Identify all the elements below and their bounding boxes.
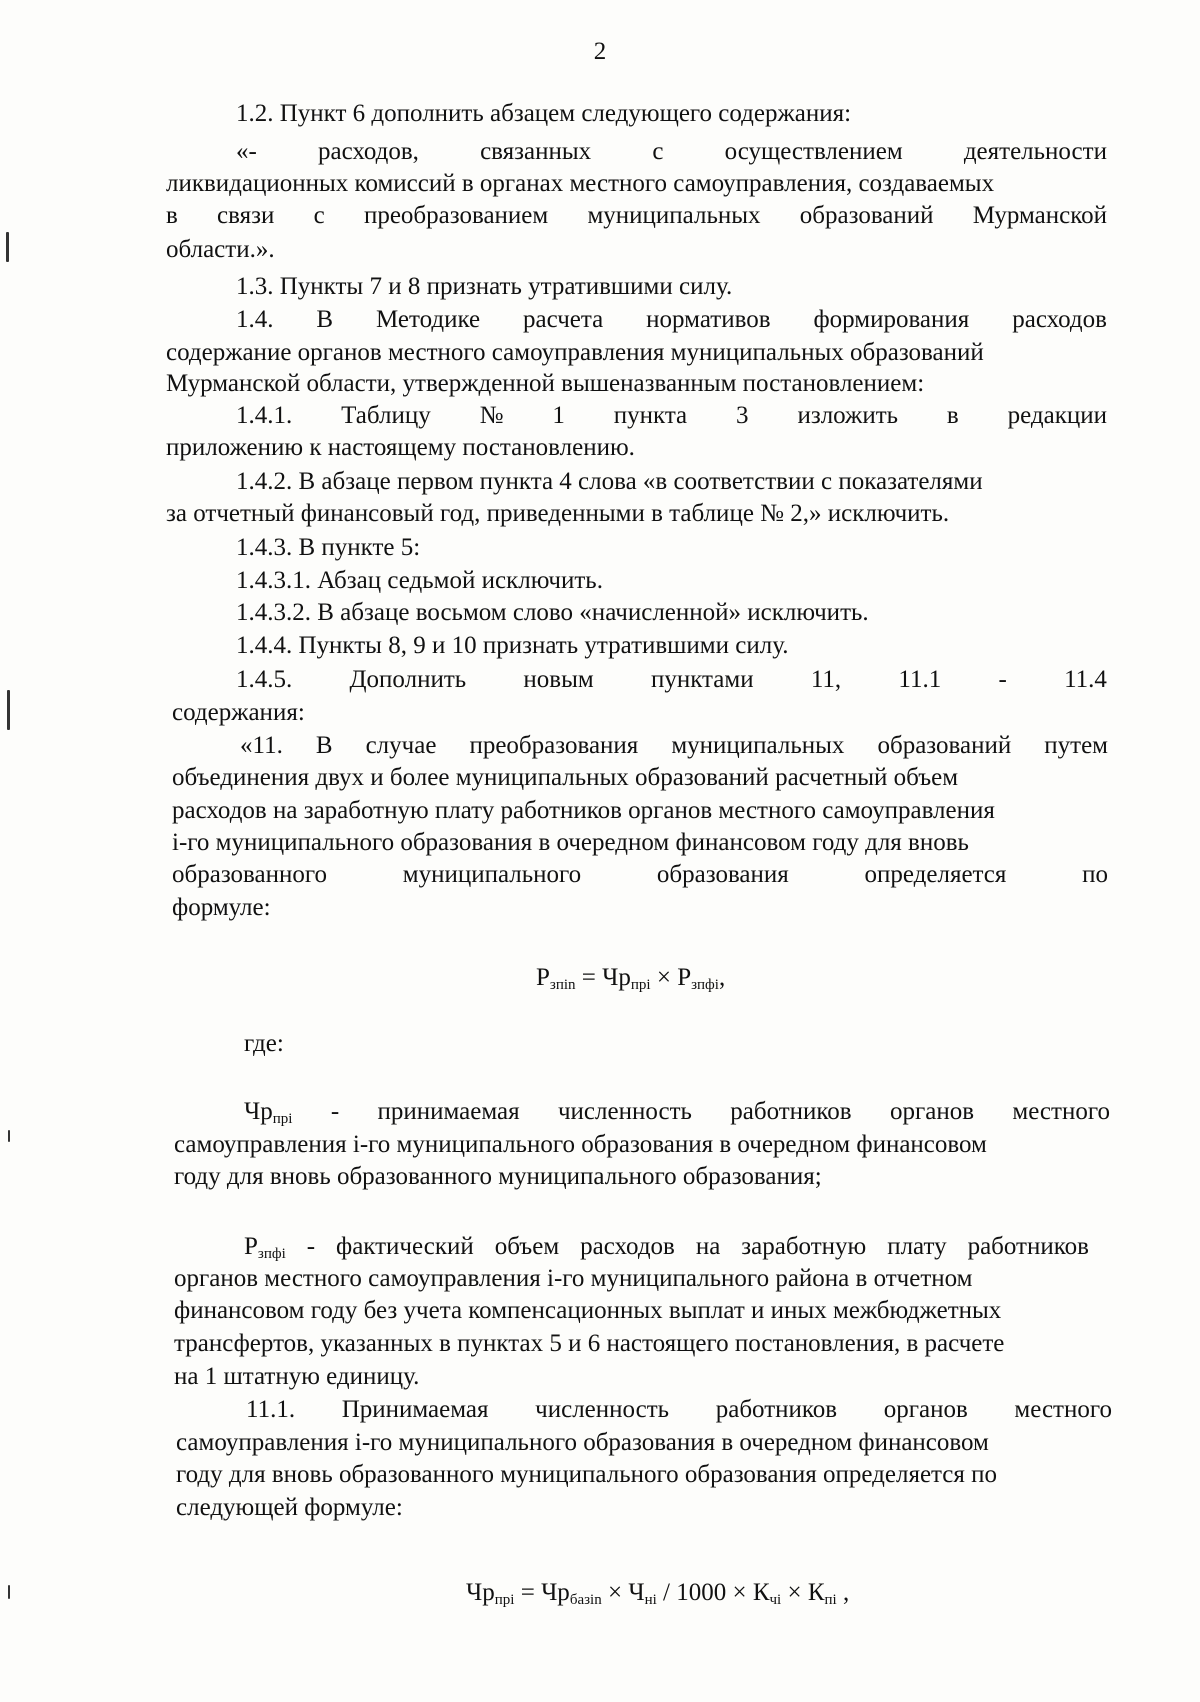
text-line: за отчетный финансовый год, приведенными в таблице № 2,» исключить. <box>166 500 950 527</box>
text-line: содержания: <box>172 699 305 726</box>
text-line: 1.4.3. В пункте 5: <box>236 534 421 561</box>
text-line: 1.4.4. Пункты 8, 9 и 10 признать утратившими силу. <box>236 632 789 659</box>
text-line: 1.2. Пункт 6 дополнить абзацем следующего содержания: <box>236 100 852 127</box>
text-line: самоуправления i-го муниципального образования в очередном финансовом <box>174 1131 987 1158</box>
scan-speck <box>8 1130 10 1142</box>
justified-line: в связи с преобразованием муниципальных образований Мурманской <box>166 202 1107 229</box>
text-line: Мурманской области, утвержденной вышеназванным постановлением: <box>166 370 925 397</box>
page-number: 2 <box>593 38 607 65</box>
text-line: следующей формуле: <box>176 1494 403 1521</box>
text-line: содержание органов местного самоуправления муниципальных образований <box>166 339 984 366</box>
justified-line: 1.4. В Методике расчета нормативов формирования расходов <box>236 306 1107 333</box>
justified-line: 11.1. Принимаемая численность работников органов местного <box>246 1396 1112 1423</box>
justified-line: 1.4.1. Таблицу № 1 пункта 3 изложить в редакции <box>236 402 1107 429</box>
formula-1: $Р_{зпіn} = Чр_{прі} \times Р_{зпфі}$, <box>536 964 726 993</box>
text-line: 1.3. Пункты 7 и 8 признать утратившими силу. <box>236 273 733 300</box>
text-line: объединения двух и более муниципальных образований расчетный объем <box>172 764 959 791</box>
justified-line: «- расходов, связанных с осуществлением деятельности <box>236 138 1107 165</box>
text-line: году для вновь образованного муниципального образования; <box>174 1163 822 1190</box>
justified-line: 1.4.5. Дополнить новым пунктами 11, 11.1 - 11.4 <box>236 666 1107 693</box>
text-line: финансовом году без учета компенсационных выплат и иных межбюджетных <box>174 1297 1002 1324</box>
text-line: году для вновь образованного муниципального образования определяется по <box>176 1461 997 1488</box>
justified-line: $Чр_{прі}$ - принимаемая численность работников органов местного <box>244 1098 1110 1127</box>
text-line: области.». <box>166 236 275 263</box>
scan-speck <box>7 690 10 730</box>
text-line: 1.4.2. В абзаце первом пункта 4 слова «в соответствии с показателями <box>236 468 983 495</box>
formula-2: $Чр_{прі} = Чр_{базіn} \times Ч_{ні} / 1000 \times К_{чі} \times К_{пі}$ , <box>466 1579 850 1608</box>
text-line: на 1 штатную единицу. <box>174 1363 420 1390</box>
text-line: где: <box>244 1030 284 1057</box>
text-line: приложению к настоящему постановлению. <box>166 434 635 461</box>
text-line: 1.4.3.2. В абзаце восьмом слово «начисленной» исключить. <box>236 599 869 626</box>
text-line: ликвидационных комиссий в органах местного самоуправления, создаваемых <box>166 170 995 197</box>
text-line: органов местного самоуправления i-го муниципального района в отчетном <box>174 1265 973 1292</box>
text-line: формуле: <box>172 894 271 921</box>
scan-speck <box>6 232 9 262</box>
text-line: самоуправления i-го муниципального образования в очередном финансовом <box>176 1429 989 1456</box>
text-line: i-го муниципального образования в очередном финансовом году для вновь <box>172 829 969 856</box>
text-line: 1.4.3.1. Абзац седьмой исключить. <box>236 567 603 594</box>
justified-line: образованного муниципального образования определяется по <box>172 861 1108 888</box>
justified-line: «11. В случае преобразования муниципальных образований путем <box>240 732 1108 759</box>
justified-line: $Р_{зпфі}$ - фактический объем расходов на заработную плату работников <box>244 1233 1089 1262</box>
text-line: трансфертов, указанных в пунктах 5 и 6 настоящего постановления, в расчете <box>174 1330 1005 1357</box>
text-line: расходов на заработную плату работников органов местного самоуправления <box>172 797 995 824</box>
scan-speck <box>8 1585 10 1599</box>
